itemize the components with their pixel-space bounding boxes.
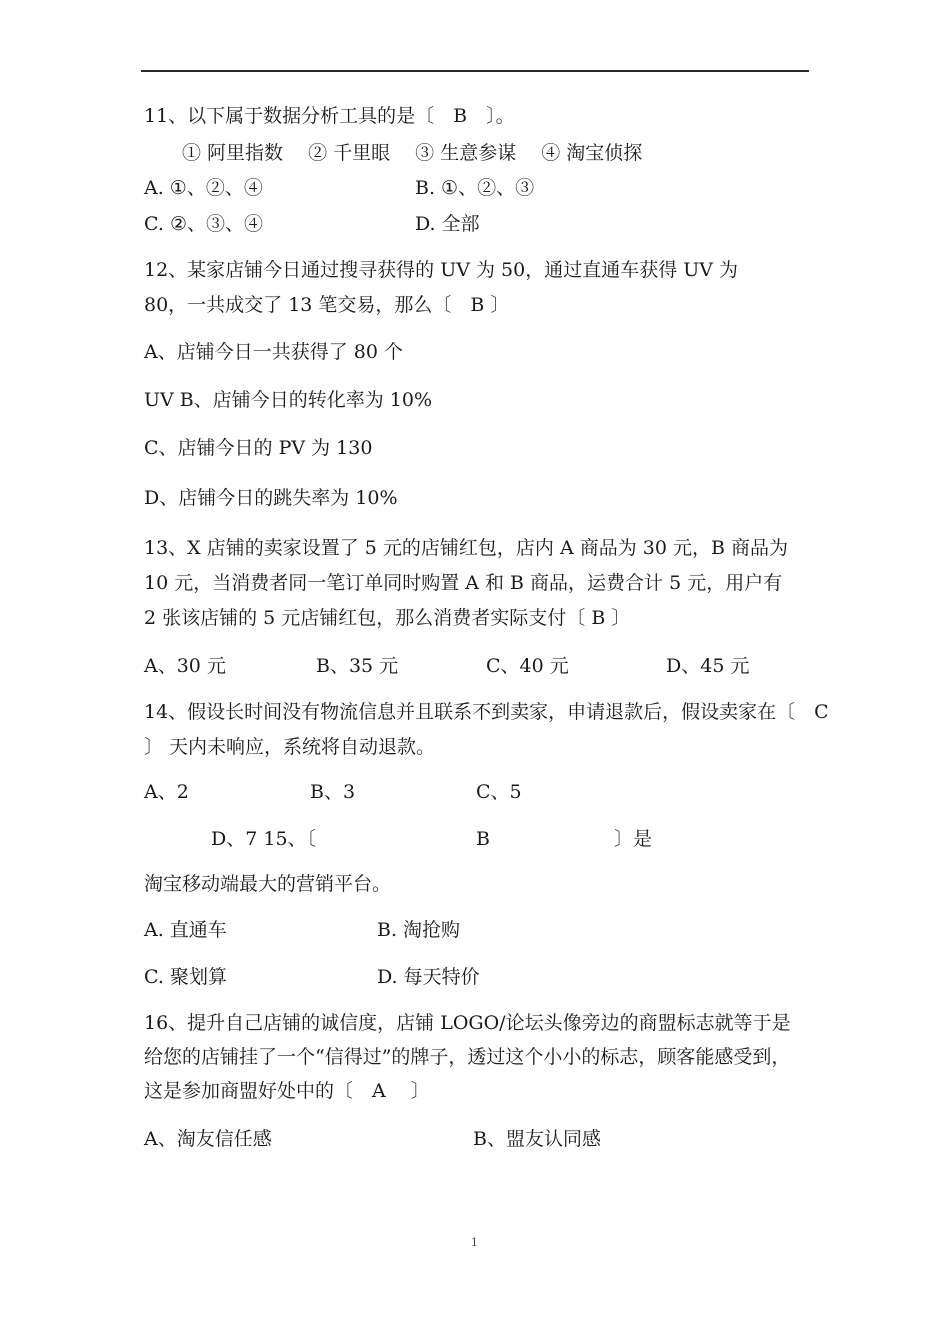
q16-stem-line-3: 这是参加商盟好处中的〔 A 〕 <box>144 1080 430 1102</box>
q11-option-b: B. ①、②、③ <box>415 177 535 199</box>
q13-option-a: A、30 元 <box>144 655 226 677</box>
q12-line-a: A、店铺今日一共获得了 80 个 <box>144 341 403 363</box>
q14-option-d-q15-start: D、7 15、〔 <box>211 828 317 850</box>
q15-stem-line-2: 淘宝移动端最大的营销平台。 <box>144 873 392 895</box>
header-rule <box>141 70 809 72</box>
q11-stem: 11、以下属于数据分析工具的是〔 B 〕。 <box>144 105 515 127</box>
page-number: 1 <box>471 1236 478 1249</box>
q13-stem-line-2: 10 元，当消费者同一笔订单同时购置 A 和 B 商品，运费合计 5 元，用户有 <box>144 572 783 594</box>
q16-stem-line-1: 16、提升自己店铺的诚信度，店铺 LOGO/论坛头像旁边的商盟标志就等于是 <box>144 1012 791 1034</box>
q14-option-a: A、2 <box>144 781 189 803</box>
q13-option-d: D、45 元 <box>666 655 750 677</box>
q15-option-c: C. 聚划算 <box>144 966 227 988</box>
q12-line-b: UV B、店铺今日的转化率为 10% <box>144 389 433 411</box>
q16-stem-line-2: 给您的店铺挂了一个“信得过”的牌子，透过这个小小的标志，顾客能感受到， <box>144 1046 791 1068</box>
q12-line-d: D、店铺今日的跳失率为 10% <box>144 487 398 509</box>
q12-stem-line-1: 12、某家店铺今日通过搜寻获得的 UV 为 50，通过直通车获得 UV 为 <box>144 259 739 281</box>
q13-option-b: B、35 元 <box>316 655 399 677</box>
q13-stem-line-3: 2 张该店铺的 5 元店铺红包，那么消费者实际支付〔 B 〕 <box>144 607 631 629</box>
q15-option-a: A. 直通车 <box>144 919 227 941</box>
q15-option-d: D. 每天特价 <box>377 966 480 988</box>
q16-option-a: A、淘友信任感 <box>144 1128 272 1150</box>
q15-option-b: B. 淘抢购 <box>377 919 461 941</box>
q13-stem-line-1: 13、X 店铺的卖家设置了 5 元的店铺红包，店内 A 商品为 30 元，B 商品为 <box>144 537 788 559</box>
q15-answer: B <box>476 828 490 850</box>
q14-option-c: C、5 <box>476 781 522 803</box>
q12-line-c: C、店铺今日的 PV 为 130 <box>144 437 373 459</box>
q14-stem-line-1: 14、假设长时间没有物流信息并且联系不到卖家，申请退款后，假设卖家在〔 C <box>144 701 829 723</box>
q11-items: ① 阿里指数 ② 千里眼 ③ 生意参谋 ④ 淘宝侦探 <box>182 142 643 164</box>
q11-option-a: A. ①、②、④ <box>144 177 263 199</box>
q12-stem-line-2: 80，一共成交了 13 笔交易，那么〔 B 〕 <box>144 294 510 316</box>
q11-option-d: D. 全部 <box>415 213 480 235</box>
q11-option-c: C. ②、③、④ <box>144 213 263 235</box>
q14-stem-line-2: 〕 天内未响应，系统将自动退款。 <box>144 736 436 758</box>
q15-stem-tail: 〕是 <box>614 828 653 850</box>
q14-option-b: B、3 <box>310 781 356 803</box>
q13-option-c: C、40 元 <box>486 655 569 677</box>
q16-option-b: B、盟友认同感 <box>473 1128 601 1150</box>
